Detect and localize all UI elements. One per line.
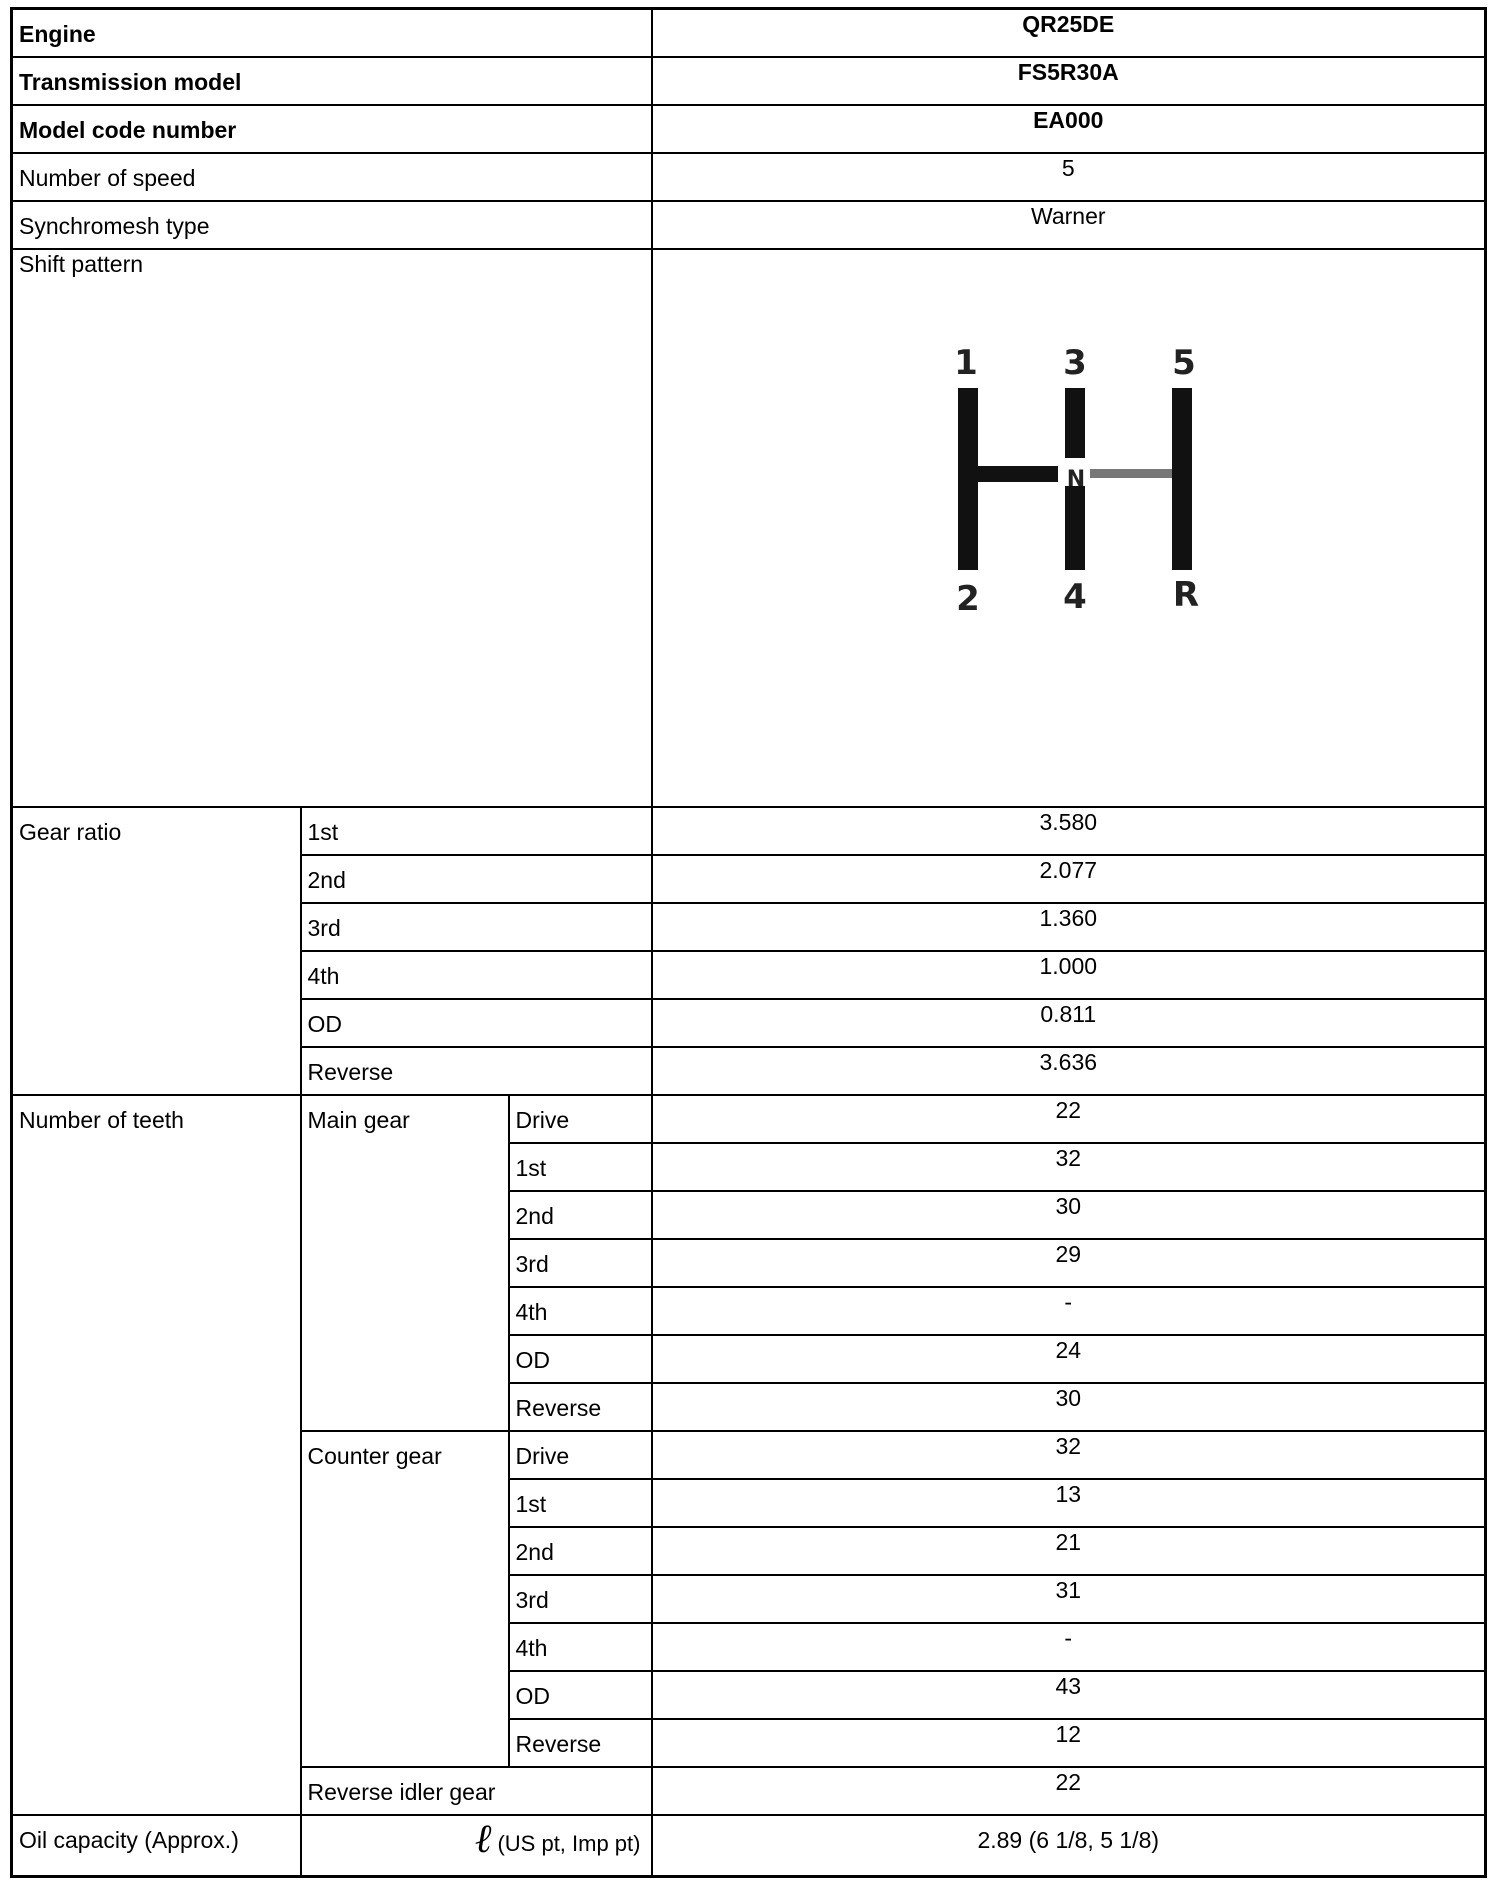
- gear-ratio-value: 2.077: [652, 855, 1486, 903]
- oil-capacity-label: Oil capacity (Approx.): [12, 1815, 301, 1877]
- gate-4-bar: [1065, 486, 1085, 570]
- main-gear-name: Reverse: [509, 1383, 652, 1431]
- gear-label-1: 1: [954, 342, 979, 383]
- counter-gear-teeth: 43: [652, 1671, 1486, 1719]
- main-gear-teeth: -: [652, 1287, 1486, 1335]
- gate-5-r-bar: [1172, 388, 1192, 570]
- gear-label-5: 5: [1172, 342, 1197, 383]
- counter-gear-name: 3rd: [509, 1575, 652, 1623]
- oil-capacity-row: [12, 1815, 1486, 1877]
- synchro-row: [12, 201, 1486, 249]
- counter-gear-teeth: 21: [652, 1527, 1486, 1575]
- gate-3-bar: [1065, 388, 1085, 458]
- neutral-label: N: [1067, 466, 1086, 492]
- neutral-crossbar-right: [1090, 469, 1172, 478]
- speeds-label: Number of speed: [12, 153, 652, 201]
- gear-label-2: 2: [956, 578, 981, 619]
- shift-pattern-label: Shift pattern: [12, 249, 652, 807]
- counter-gear-name: 2nd: [509, 1527, 652, 1575]
- oil-unit-wrap: [308, 1815, 645, 1862]
- model-code-row: [12, 105, 1486, 153]
- main-gear-name: 4th: [509, 1287, 652, 1335]
- counter-gear-teeth: -: [652, 1623, 1486, 1671]
- gate-1-2-bar: [958, 388, 978, 570]
- gear-ratio-label: Gear ratio: [12, 807, 301, 1095]
- transmission-spec-table: [10, 7, 1487, 1878]
- speeds-row: [12, 153, 1486, 201]
- counter-gear-teeth: 31: [652, 1575, 1486, 1623]
- engine-label: Engine: [12, 9, 652, 57]
- gear-ratio-value: 1.000: [652, 951, 1486, 999]
- synchro-label: Synchromesh type: [12, 201, 652, 249]
- main-gear-teeth: 29: [652, 1239, 1486, 1287]
- main-gear-name: Drive: [509, 1095, 652, 1143]
- gear-ratio-value: 3.580: [652, 807, 1486, 855]
- shift-pattern-cell: [652, 249, 1486, 807]
- model-code-value: EA000: [652, 105, 1486, 153]
- gear-label-4: 4: [1063, 576, 1088, 617]
- engine-row: [12, 9, 1486, 57]
- counter-gear-name: Reverse: [509, 1719, 652, 1767]
- gear-ratio-gear: 4th: [301, 951, 652, 999]
- gear-ratio-gear: 2nd: [301, 855, 652, 903]
- gear-ratio-gear: Reverse: [301, 1047, 652, 1095]
- engine-value: QR25DE: [652, 9, 1486, 57]
- counter-gear-teeth: 13: [652, 1479, 1486, 1527]
- shift-pattern-diagram: [658, 250, 1478, 806]
- counter-gear-name: OD: [509, 1671, 652, 1719]
- counter-gear-name: Drive: [509, 1431, 652, 1479]
- gear-ratio-row: [12, 807, 1486, 855]
- transmission-row: [12, 57, 1486, 105]
- reverse-idler-label: Reverse idler gear: [301, 1767, 652, 1815]
- transmission-label: Transmission model: [12, 57, 652, 105]
- main-gear-teeth-row: [12, 1095, 1486, 1143]
- main-gear-teeth: 32: [652, 1143, 1486, 1191]
- number-of-teeth-label: Number of teeth: [12, 1095, 301, 1815]
- synchro-value: Warner: [652, 201, 1486, 249]
- gear-ratio-value: 3.636: [652, 1047, 1486, 1095]
- gear-ratio-gear: 3rd: [301, 903, 652, 951]
- gear-ratio-value: 0.811: [652, 999, 1486, 1047]
- gear-ratio-gear: OD: [301, 999, 652, 1047]
- shift-pattern-row: [12, 249, 1486, 807]
- counter-gear-teeth: 12: [652, 1719, 1486, 1767]
- main-gear-teeth: 30: [652, 1191, 1486, 1239]
- transmission-value: FS5R30A: [652, 57, 1486, 105]
- main-gear-name: 1st: [509, 1143, 652, 1191]
- counter-gear-teeth: 32: [652, 1431, 1486, 1479]
- main-gear-name: 2nd: [509, 1191, 652, 1239]
- counter-gear-label: Counter gear: [301, 1431, 509, 1767]
- oil-capacity-unit: [301, 1815, 652, 1877]
- gear-label-3: 3: [1063, 342, 1088, 383]
- oil-capacity-value: 2.89 (6 1/8, 5 1/8): [652, 1815, 1486, 1877]
- main-gear-teeth: 22: [652, 1095, 1486, 1143]
- speeds-value: 5: [652, 153, 1486, 201]
- gear-ratio-gear: 1st: [301, 807, 652, 855]
- main-gear-name: OD: [509, 1335, 652, 1383]
- gear-label-r: R: [1173, 574, 1200, 615]
- gear-ratio-value: 1.360: [652, 903, 1486, 951]
- neutral-crossbar-left: [978, 466, 1058, 482]
- model-code-label: Model code number: [12, 105, 652, 153]
- main-gear-teeth: 24: [652, 1335, 1486, 1383]
- main-gear-name: 3rd: [509, 1239, 652, 1287]
- main-gear-teeth: 30: [652, 1383, 1486, 1431]
- counter-gear-name: 1st: [509, 1479, 652, 1527]
- main-gear-label: Main gear: [301, 1095, 509, 1431]
- oil-unit-text: (US pt, Imp pt): [497, 1830, 641, 1856]
- counter-gear-name: 4th: [509, 1623, 652, 1671]
- reverse-idler-value: 22: [652, 1767, 1486, 1815]
- litre-symbol: ℓ: [474, 1815, 492, 1862]
